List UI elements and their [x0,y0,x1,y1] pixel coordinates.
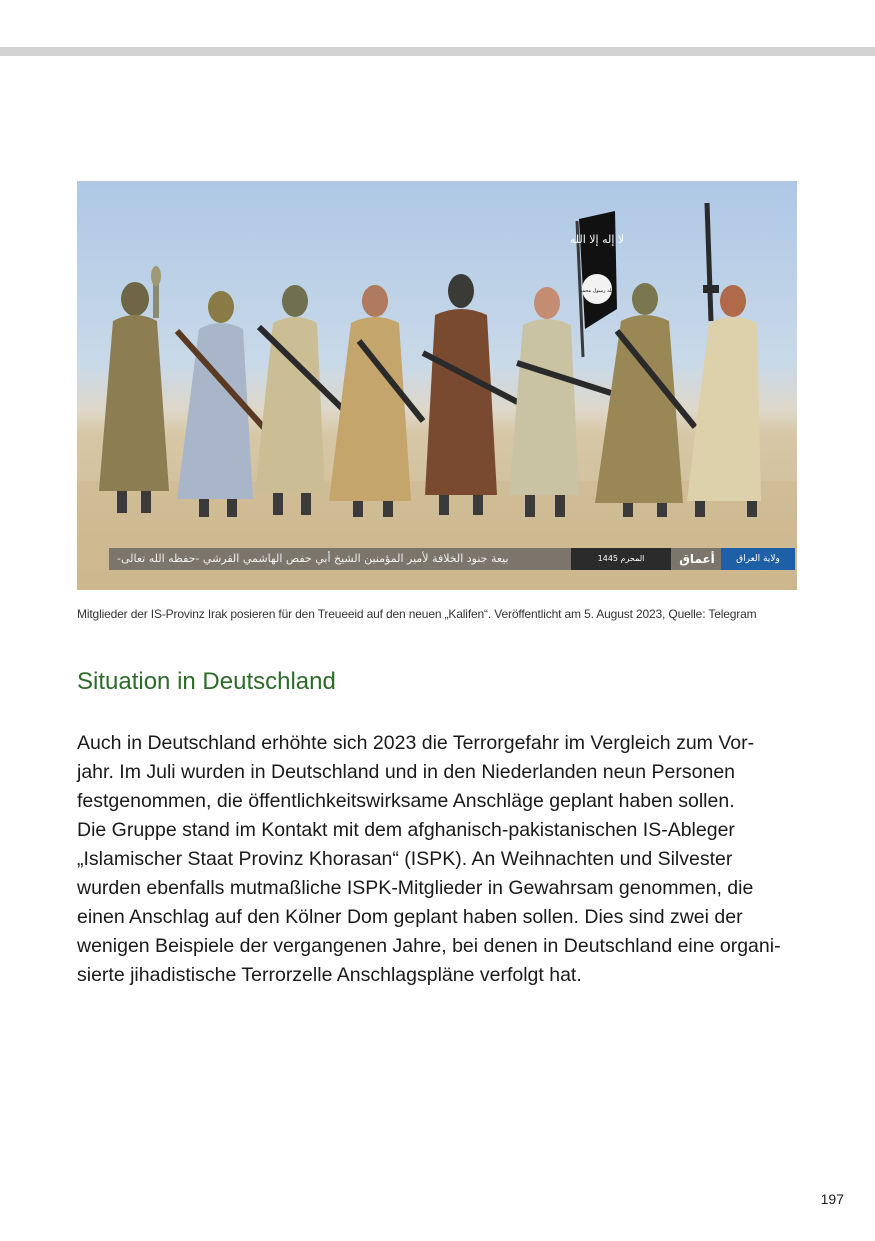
flag-seal-text: الله رسول محمد [579,288,615,294]
body-line: Die Gruppe stand im Kontakt mit dem afghanisch-pakistanischen IS-Ableger [77,819,735,841]
figure-caption: Mitglieder der IS-Provinz Irak posieren für den Treueeid auf den neuen „Kalifen“. Veröffentlicht am 5. August 2023, Quelle: Telegram [77,607,757,621]
body-line: jahr. Im Juli wurden in Deutschland und in den Niederlanden neun Personen [77,761,736,783]
figure-photo [77,181,797,590]
body-line: wenigen Beispiele der vergangenen Jahre, bei denen in Deutschland eine organi- [77,935,781,957]
photo-banner [109,548,780,570]
figure-2 [177,291,265,517]
photo-illustration [77,181,797,590]
banner-text: بيعة جنود الخلافة لأمير المؤمنين الشيخ أبي حفص الهاشمي القرشي -حفظه الله تعالى- [117,552,509,565]
banner-date: المحرم 1445 [571,548,671,570]
figure-4 [329,285,423,517]
page-number: 197 [820,1191,844,1207]
banner-province: ولاية العراق [721,548,795,570]
body-line: einen Anschlag auf den Kölner Dom geplant haben sollen. Dies sind zwei der [77,906,743,928]
body-line: wurden ebenfalls mutmaßliche ISPK-Mitglieder in Gewahrsam genommen, die [77,877,754,899]
banner-logo: أعماق [679,552,715,566]
figure-7 [595,283,695,517]
body-line: „Islamischer Staat Provinz Khorasan“ (ISPK). An Weihnachten und Silvester [77,848,733,870]
body-line: Auch in Deutschland erhöhte sich 2023 die Terrorgefahr im Vergleich zum Vor- [77,732,755,754]
top-rule [0,47,875,56]
flag [579,211,617,329]
body-paragraph [77,729,807,990]
figure-1 [99,266,169,513]
section-heading: Situation in Deutschland [77,668,336,695]
body-line: sierte jihadistische Terrorzelle Anschlagspläne verfolgt hat. [77,964,582,986]
figure-8 [687,203,761,517]
body-line: festgenommen, die öffentlichkeitswirksame Anschläge geplant haben sollen. [77,790,735,812]
flag-text: لا إله إلا الله [569,233,625,246]
